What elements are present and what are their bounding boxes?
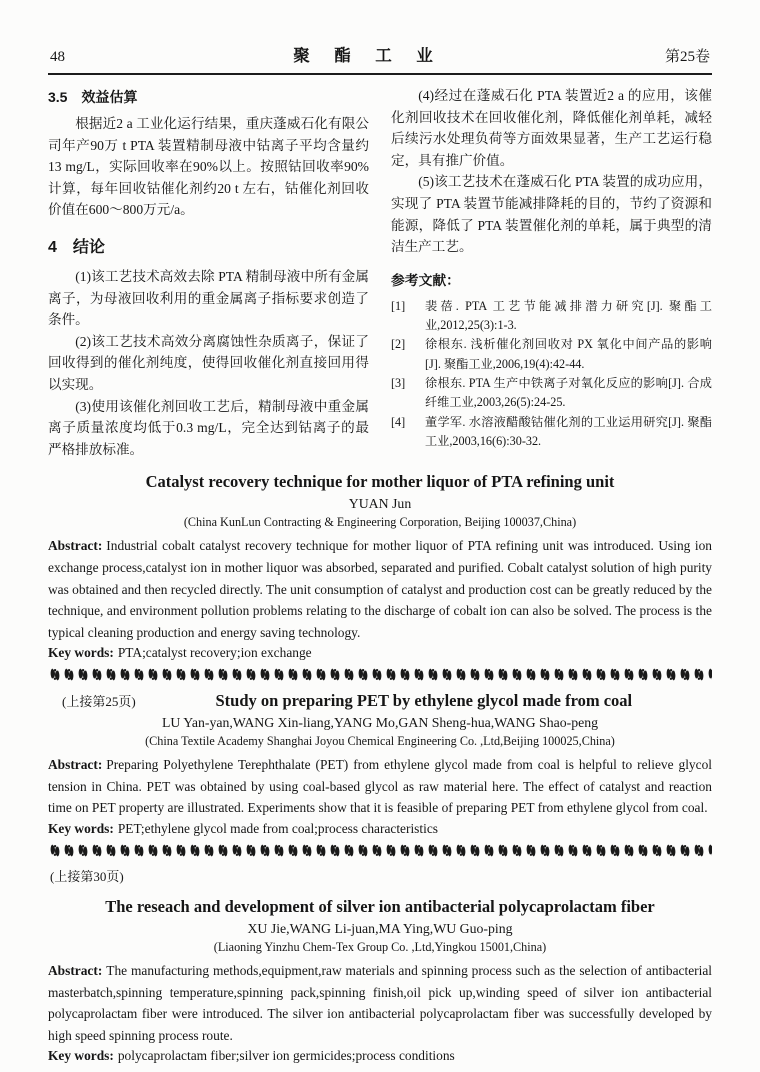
article-affiliation: (China KunLun Contracting & Engineering Corporation, Beijing 100037,China) [183, 515, 577, 530]
abstract-text: The manufacturing methods,equipment,raw materials and spinning process such as the selection of antibacterial masterbatch,spinning temperature,spinning pack,spinning finish,oil pick up,winding speed of silver ion antibacterial polycaprolactam fiber were introduced. The silver ion antibacterial polycaprolactam fiber was successfully developed by high speed spinning process route. [48, 963, 712, 1043]
reference-item [391, 374, 712, 413]
two-column-body [48, 85, 712, 460]
ornament-border [48, 844, 712, 857]
reference-label: [4] [391, 414, 406, 429]
reference-item [391, 413, 712, 452]
conclusion-item: (1)该工艺技术高效去除 PTA 精制母液中所有金属离子，为母液回收利用的重金属离子指标要求创造了条件。 [48, 268, 369, 328]
article-title: The reseach and development of silver ion antibacterial polycaprolactam fiber [105, 897, 655, 917]
reference-text: 徐根东. 浅析催化剂回收对 PX 氧化中间产品的影响[J]. 聚酯工业,2006,19(4):42-44. [425, 337, 712, 371]
article-keywords [48, 821, 712, 837]
reference-item [391, 335, 712, 374]
conclusion-item: (3)使用该催化剂回收工艺后，精制母液中重金属离子质量浓度均低于0.3 mg/L，完全达到钴离子的最严格排放标准。 [48, 398, 369, 457]
section-3-5-heading: 3.5 效益估算 [48, 89, 138, 105]
keywords-label: Key words: [48, 645, 114, 661]
article-authors: LU Yan-yan,WANG Xin-liang,YANG Mo,GAN Sheng-hua,WANG Shao-peng [161, 715, 599, 731]
conclusion-item: (5)该工艺技术在蓬威石化 PTA 装置的成功应用，实现了 PTA 装置节能减排降耗的目的，节约了资源和能源，降低了 PTA 装置催化剂的单耗，属于典型的清洁生产工艺。 [391, 174, 712, 255]
continued-from-note: (上接第30页) [50, 869, 124, 885]
title-row [48, 691, 712, 711]
leaf-ornament-icon [48, 844, 712, 857]
reference-text: 董学军. 水溶液醋酸钴催化剂的工业运用研究[J]. 聚酯工业,2003,16(6):30-32. [425, 414, 712, 448]
abstract-label: Abstract: [48, 757, 103, 773]
article-affiliation: (China Textile Academy Shanghai Joyou Chemical Engineering Co. ,Ltd,Beijing 100025,China) [145, 734, 615, 749]
article-abstract [48, 960, 712, 1046]
right-column [391, 85, 712, 460]
continued-from-note: (上接第25页) [62, 694, 136, 710]
article-title: Catalyst recovery technique for mother liquor of PTA refining unit [145, 472, 615, 492]
article-title: Study on preparing PET by ethylene glycol made from coal [215, 691, 633, 711]
abstract-label: Abstract: [48, 963, 103, 979]
keywords-text: polycaprolactam fiber;silver ion germicides;process conditions [117, 1048, 455, 1064]
reference-label: [1] [391, 298, 406, 313]
article-keywords [48, 645, 712, 661]
journal-title: 聚 酯 工 业 [293, 46, 437, 65]
article-abstract-block-3 [48, 866, 712, 1064]
article-keywords [48, 1048, 712, 1064]
reference-item [391, 297, 712, 336]
conclusion-item: (2)该工艺技术高效分离腐蚀性杂质离子，保证了回收得到的催化剂纯度，使得回收催化剂直接回用得以实现。 [48, 333, 369, 392]
abstract-text: Industrial cobalt catalyst recovery technique for mother liquor of PTA refining unit was introduced. Using ion exchange process,catalyst ion in mother liquor was absorbed, separated and purified. Cobalt catalyst solution of high purity was obtained and then recycled directly. The unit consumption of catalyst and production cost can be greatly reduced by the technique, and environment pollution problems relating to the discharge of cobalt ion can also be solved. The process is the typical cleaning production and energy saving technology. [48, 538, 712, 640]
abstract-text: Preparing Polyethylene Terephthalate (PET) from ethylene glycol made from coal is helpful to relieve glycol tension in China. PET was obtained by using coal-based glycol as raw material here. The effect of catalyst and reaction time on PET property are illustrated. Experiments show that it is feasible of preparing PET from ethylene glycol from coal. [48, 757, 712, 816]
references-heading: 参考文献： [391, 272, 460, 288]
keywords-text: PTA;catalyst recovery;ion exchange [117, 645, 312, 661]
article-author: YUAN Jun [348, 496, 412, 512]
reference-text: 徐根东. PTA 生产中铁离子对氧化反应的影响[J]. 合成纤维工业,2003,26(5):24-25. [425, 375, 712, 410]
keywords-label: Key words: [48, 1048, 114, 1064]
article-abstract [48, 754, 712, 819]
reference-text: 裴蓓. PTA 工艺节能减排潜力研究[J]. 聚酯工业,2012,25(3):1-3. [425, 298, 712, 333]
page-number: 48 [50, 49, 65, 65]
benefit-estimate-paragraph: 根据近2 a 工业化运行结果，重庆蓬威石化有限公司年产90万 t PTA 装置精制母液中钴离子平均含量约13 mg/L，实际回收率在90%以上。按照钴回收率90%计算，每年回收钴催化剂约20 t 左右，钴催化剂回收价值在600～800万元/a。 [48, 116, 369, 218]
volume-label: 第25卷 [664, 49, 710, 65]
section-4-heading: 4 结论 [48, 238, 105, 256]
ornament-border [48, 668, 712, 681]
article-affiliation: (Liaoning Yinzhu Chem-Tex Group Co. ,Ltd,Yingkou 15001,China) [213, 940, 547, 955]
reference-label: [3] [391, 375, 406, 390]
article-authors: XU Jie,WANG Li-juan,MA Ying,WU Guo-ping [247, 921, 513, 937]
article-abstract-block-2 [48, 691, 712, 837]
page-header [48, 42, 712, 75]
left-column [48, 85, 369, 460]
article-abstract [48, 535, 712, 643]
article-abstract-block-1 [48, 472, 712, 661]
keywords-text: PET;ethylene glycol made from coal;process characteristics [117, 821, 438, 837]
conclusion-item: (4)经过在蓬威石化 PTA 装置近2 a 的应用，该催化剂回收技术在回收催化剂，降低催化剂单耗，减轻后续污水处理负荷等方面效果显著，生产工艺运行稳定，具有推广价值。 [391, 88, 712, 168]
leaf-ornament-icon [48, 668, 712, 681]
reference-label: [2] [391, 337, 406, 352]
abstract-label: Abstract: [48, 538, 103, 554]
keywords-label: Key words: [48, 821, 114, 837]
